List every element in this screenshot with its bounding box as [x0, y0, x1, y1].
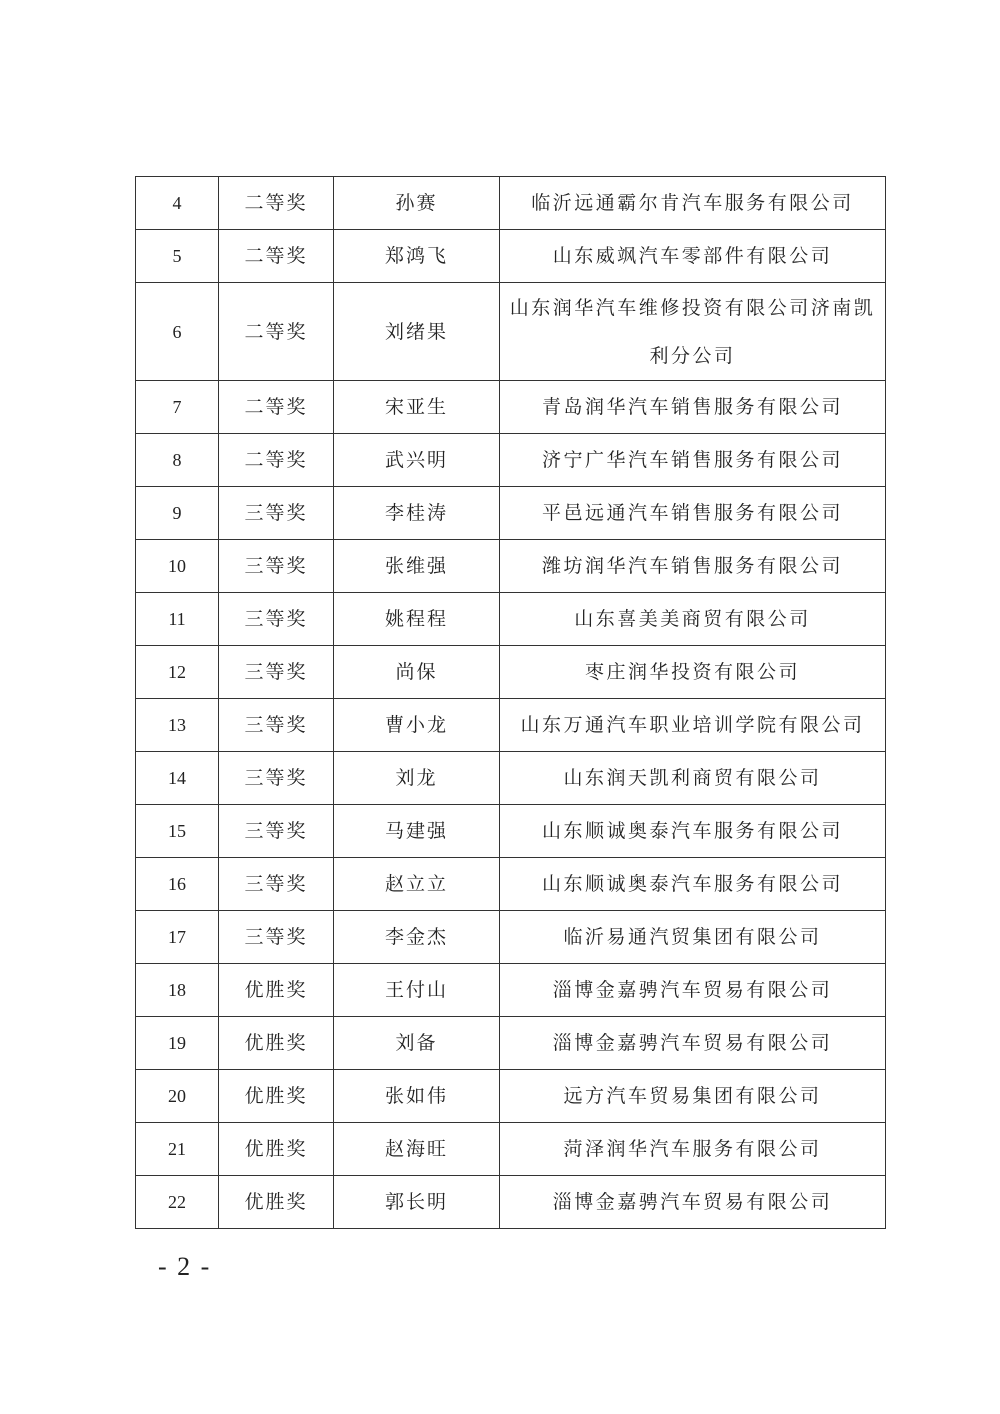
- winner-name: 郑鸿飞: [334, 230, 500, 283]
- row-number: 6: [136, 283, 219, 381]
- award-level: 三等奖: [219, 646, 334, 699]
- award-level: 二等奖: [219, 230, 334, 283]
- award-level: 三等奖: [219, 911, 334, 964]
- company-name: 菏泽润华汽车服务有限公司: [500, 1123, 886, 1176]
- company-name: 远方汽车贸易集团有限公司: [500, 1070, 886, 1123]
- winner-name: 王付山: [334, 964, 500, 1017]
- company-name: 山东万通汽车职业培训学院有限公司: [500, 699, 886, 752]
- company-name: 淄博金嘉骋汽车贸易有限公司: [500, 964, 886, 1017]
- table-row: [136, 230, 886, 283]
- award-level: 优胜奖: [219, 1123, 334, 1176]
- company-name: 淄博金嘉骋汽车贸易有限公司: [500, 1017, 886, 1070]
- award-table-body: [136, 177, 886, 1229]
- company-name: 临沂易通汽贸集团有限公司: [500, 911, 886, 964]
- company-name: 山东顺诚奥泰汽车服务有限公司: [500, 805, 886, 858]
- award-level: 三等奖: [219, 540, 334, 593]
- table-row: [136, 381, 886, 434]
- table-row: [136, 646, 886, 699]
- award-level: 优胜奖: [219, 964, 334, 1017]
- award-level: 三等奖: [219, 752, 334, 805]
- company-name: 青岛润华汽车销售服务有限公司: [500, 381, 886, 434]
- table-row: [136, 911, 886, 964]
- winner-name: 武兴明: [334, 434, 500, 487]
- winner-name: 尚保: [334, 646, 500, 699]
- award-level: 三等奖: [219, 699, 334, 752]
- winner-name: 曹小龙: [334, 699, 500, 752]
- award-level: 三等奖: [219, 487, 334, 540]
- table-row: [136, 593, 886, 646]
- award-level: 二等奖: [219, 283, 334, 381]
- winner-name: 赵立立: [334, 858, 500, 911]
- table-row: [136, 699, 886, 752]
- company-name: 临沂远通霸尔肯汽车服务有限公司: [500, 177, 886, 230]
- winner-name: 马建强: [334, 805, 500, 858]
- row-number: 13: [136, 699, 219, 752]
- award-level: 优胜奖: [219, 1176, 334, 1229]
- row-number: 7: [136, 381, 219, 434]
- winner-name: 李金杰: [334, 911, 500, 964]
- row-number: 12: [136, 646, 219, 699]
- table-row: [136, 964, 886, 1017]
- row-number: 18: [136, 964, 219, 1017]
- award-level: 三等奖: [219, 858, 334, 911]
- row-number: 16: [136, 858, 219, 911]
- row-number: 17: [136, 911, 219, 964]
- row-number: 22: [136, 1176, 219, 1229]
- table-row: [136, 1070, 886, 1123]
- winner-name: 赵海旺: [334, 1123, 500, 1176]
- award-level: 优胜奖: [219, 1070, 334, 1123]
- row-number: 4: [136, 177, 219, 230]
- row-number: 10: [136, 540, 219, 593]
- company-name: 山东喜美美商贸有限公司: [500, 593, 886, 646]
- table-row: [136, 487, 886, 540]
- company-name: 山东顺诚奥泰汽车服务有限公司: [500, 858, 886, 911]
- company-name: 潍坊润华汽车销售服务有限公司: [500, 540, 886, 593]
- award-level: 二等奖: [219, 381, 334, 434]
- row-number: 11: [136, 593, 219, 646]
- table-row: [136, 805, 886, 858]
- company-name: 山东润天凯利商贸有限公司: [500, 752, 886, 805]
- row-number: 14: [136, 752, 219, 805]
- company-name: 淄博金嘉骋汽车贸易有限公司: [500, 1176, 886, 1229]
- table-row: [136, 1123, 886, 1176]
- company-name: 山东润华汽车维修投资有限公司济南凯利分公司: [500, 283, 886, 381]
- row-number: 19: [136, 1017, 219, 1070]
- row-number: 5: [136, 230, 219, 283]
- winner-name: 刘绪果: [334, 283, 500, 381]
- table-row: [136, 752, 886, 805]
- award-level: 二等奖: [219, 434, 334, 487]
- table-row: [136, 1176, 886, 1229]
- award-level: 优胜奖: [219, 1017, 334, 1070]
- row-number: 20: [136, 1070, 219, 1123]
- row-number: 8: [136, 434, 219, 487]
- company-name: 山东威飒汽车零部件有限公司: [500, 230, 886, 283]
- award-level: 三等奖: [219, 805, 334, 858]
- row-number: 15: [136, 805, 219, 858]
- award-level: 三等奖: [219, 593, 334, 646]
- table-row: [136, 540, 886, 593]
- table-row: [136, 1017, 886, 1070]
- row-number: 9: [136, 487, 219, 540]
- page-number: - 2 -: [158, 1252, 212, 1281]
- company-name: 枣庄润华投资有限公司: [500, 646, 886, 699]
- winner-name: 刘备: [334, 1017, 500, 1070]
- table-row: [136, 283, 886, 381]
- winner-name: 李桂涛: [334, 487, 500, 540]
- company-name: 平邑远通汽车销售服务有限公司: [500, 487, 886, 540]
- table-row: [136, 177, 886, 230]
- winner-name: 孙赛: [334, 177, 500, 230]
- winner-name: 张如伟: [334, 1070, 500, 1123]
- row-number: 21: [136, 1123, 219, 1176]
- winner-name: 姚程程: [334, 593, 500, 646]
- table-row: [136, 858, 886, 911]
- award-level: 二等奖: [219, 177, 334, 230]
- winner-name: 刘龙: [334, 752, 500, 805]
- award-table: [135, 176, 886, 1229]
- winner-name: 张维强: [334, 540, 500, 593]
- table-row: [136, 434, 886, 487]
- winner-name: 宋亚生: [334, 381, 500, 434]
- company-name: 济宁广华汽车销售服务有限公司: [500, 434, 886, 487]
- winner-name: 郭长明: [334, 1176, 500, 1229]
